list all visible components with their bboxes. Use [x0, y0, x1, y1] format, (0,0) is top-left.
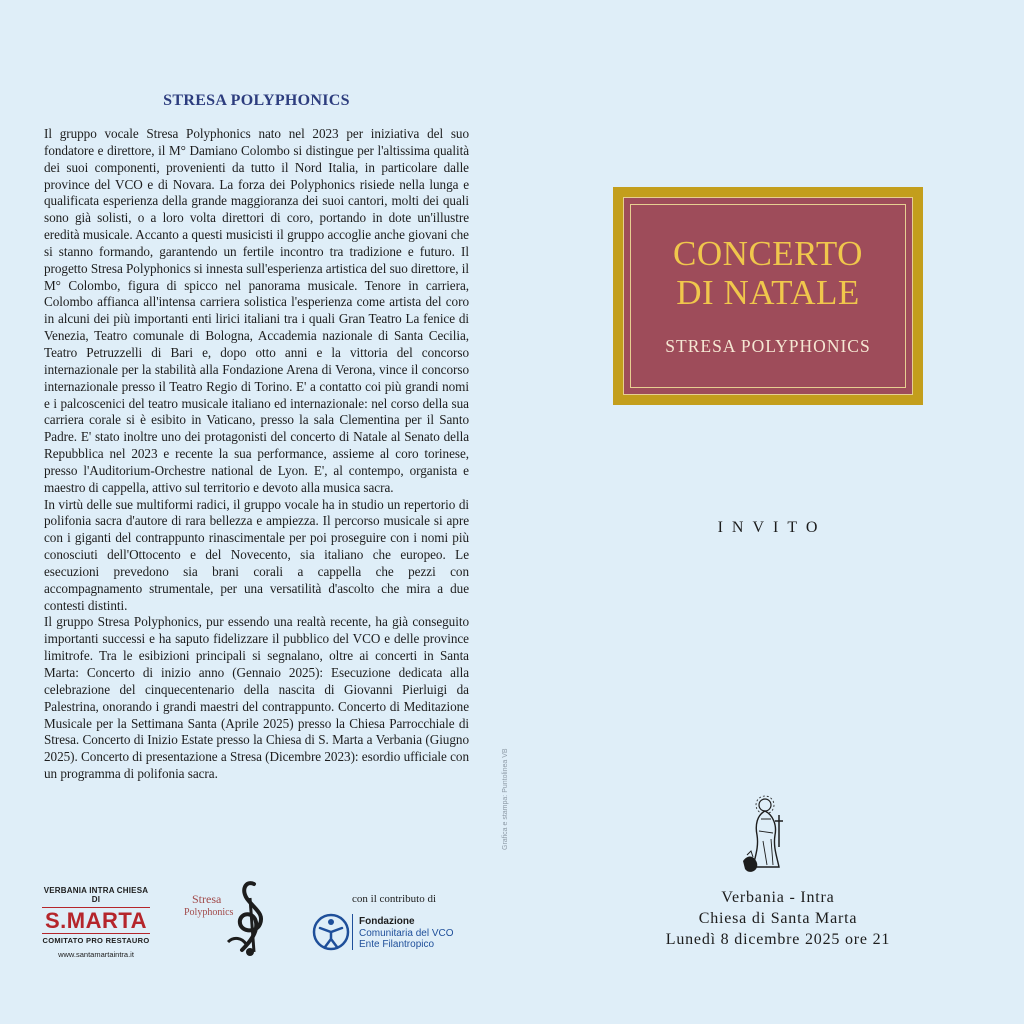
- poly-logo-line1: Stresa: [192, 892, 222, 906]
- bio-text: [44, 126, 469, 783]
- concert-title-line1: CONCERTO: [673, 234, 863, 273]
- concert-title-line2: DI NATALE: [676, 273, 860, 312]
- stresa-polyphonics-logo: [180, 878, 284, 958]
- fondazione-logo: [312, 910, 492, 955]
- event-venue: Chiesa di Santa Marta: [698, 910, 858, 927]
- concert-title: [624, 234, 912, 312]
- smarta-top-text: VERBANIA INTRA CHIESA DI: [43, 886, 149, 904]
- santa-marta-logo: [42, 886, 150, 959]
- title-card-panel: [623, 197, 913, 395]
- bio-column: [44, 92, 469, 783]
- smarta-name: S.MARTA: [42, 907, 150, 934]
- fondazione-divider: [352, 914, 353, 950]
- treble-clef-icon: [220, 878, 284, 958]
- concert-subtitle: STRESA POLYPHONICS: [665, 336, 871, 356]
- figure-circle-icon: [312, 912, 350, 952]
- saint-martha-icon: [741, 795, 793, 877]
- invitation-label: INVITO: [717, 519, 827, 536]
- smarta-website: www.santamartaintra.it: [58, 950, 134, 959]
- fondazione-line1: Fondazione: [359, 916, 415, 927]
- smarta-sub-text: COMITATO PRO RESTAURO: [42, 936, 150, 945]
- concert-title-card: [613, 187, 923, 405]
- bio-paragraph-2: In virtù delle sue multiformi radici, il gruppo vocale ha in studio un repertorio di polifonia sacra d'autore di rara bellezza e ampiezza. Il percorso musicale si apre con i giganti del contrappunto rinascimentale per poi proseguire con i nomi più conosciuti dell'Ottocento e del Novecento, sia italiano che europeo. Le esecuzioni prevedono sia brani corali a cappella che pezzi con accompagnamento strumentale, per una versatilità d'ascolto che mira a due contesti distinti.: [44, 496, 469, 613]
- fondazione-text: [359, 916, 453, 951]
- print-credit: Grafica e stampa: Puntolinea VB: [502, 748, 509, 850]
- event-location: Verbania - Intra: [721, 889, 835, 906]
- bio-paragraph-1: Il gruppo vocale Stresa Polyphonics nato nel 2023 per iniziativa del suo fondatore e direttore, il M° Damiano Colombo si distingue per l'altissima qualità dei suoi componenti, provenienti da tutto il Nord Italia, in particolare dalle province del VCO e di Novara. La forza dei Polyphonics risiede nella lunga e qualificata esperienza della grande maggioranza dei suoi cantori, molti dei quali sono già solisti, o a loro volta direttori di coro, portando in dote un'illustre eredità musicale. Accanto a questi musicisti il gruppo accoglie anche giovani che si stanno formando, garantendo un fertile incontro tra tradizione e futuro. Il progetto Stresa Polyphonics si innesta sull'esperienza artistica del suo direttore, il M° Colombo, figura di spicco nel panorama musicale. Tenore in carriera, Colombo affianca all'intensa carriera solistica l'esperienza come artista del coro in alcuni dei più importanti enti lirici italiani tra i quali Gran Teatro La fenice di Venezia, Teatro comunale di Bologna, Accademia nazionale di Santa Cecilia, Teatro Petruzzelli di Bari e, dopo otto anni e la vittoria del concorso internazionale per la stabilità alla Fondazione Arena di Verona, vince il concorso internazionale presso il Teatro Regio di Torino. E' a contatto coi più grandi nomi e i palcoscenici del teatro musicale italiano ed internazionale: nel corso della sua carriera corale si è esibito in Vaticano, presso la sala Clementina per il Santo Padre. E' stato inoltre uno dei protagonisti del concerto di Natale al Senato della Repubblica nel 2023 e recente la sua performance, assieme al coro torinese, presso l'Auditorium-Orchestre national de Lyon. E', al contempo, organista e maestro di cappella, attivo sul territorio e devoto alla musica sacra.: [44, 126, 469, 495]
- bio-title: STRESA POLYPHONICS: [163, 92, 350, 109]
- fondazione-line2: Comunitaria del VCO: [359, 927, 454, 939]
- fondazione-line3: Ente Filantropico: [359, 939, 435, 950]
- event-datetime: Lunedì 8 dicembre 2025 ore 21: [665, 931, 891, 948]
- poly-logo-line2: Polyphonics: [184, 907, 234, 918]
- event-details: [628, 887, 928, 950]
- bio-paragraph-3: Il gruppo Stresa Polyphonics, pur essendo una realtà recente, ha già conseguito importanti successi e ha saputo fidelizzare il pubblico del VCO e delle province limitrofe. Tra le esibizioni principali si segnalano, oltre ai concerti in Santa Marta: Concerto di inizio anno (Gennaio 2025): Esecuzione dedicata alla celebrazione del cinquecentenario della nascita di Giovanni Pierluigi da Palestrina, onorando i grandi maestri del contrappunto. Concerto di Meditazione Musicale per la Settimana Santa (Aprile 2025) presso la Chiesa Parrocchiale di Stresa. Concerto di Inizio Estate presso la Chiesa di S. Marta a Verbania (Giugno 2025). Concerto di presentazione a Stresa (Dicembre 2023): esordio ufficiale con un programma di polifonia sacra.: [44, 614, 469, 782]
- sponsor-caption: con il contributo di: [352, 893, 437, 905]
